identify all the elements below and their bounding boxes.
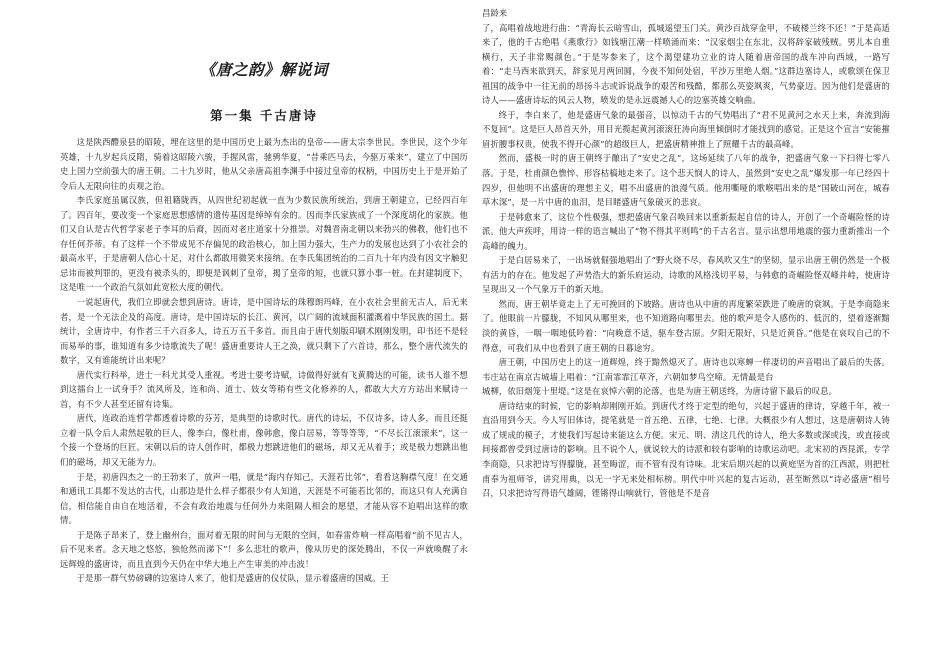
paragraph: 唐王朝，中国历史上的这一道辉煌，终于黯然熄灭了。唐诗也以寒蝉一样凄切的声音唱出了最后的失落。韦庄站在南京古城墙上唱着：“江南霏霏江草齐，六朝如梦鸟空啼。无情最是台 — [482, 357, 890, 382]
document-title: 《唐之韵》解说词 — [199, 60, 328, 79]
chapter-title: 第一集 千古唐诗 — [210, 108, 318, 123]
paragraph: 于是那一群气势磅礴的边塞诗人来了，他们是盛唐的仪仗队，显示着盛唐的国威。王 — [76, 573, 390, 584]
left-column — [60, 58, 468, 586]
paragraph: 李氏家庭虽属汉族，但祖籍陇西，从四世纪初起就一直为少数民族所统治，到唐王朝建立，已经四百年了。四百年，要改变一个家庭思想感情的遗传基因是绰绰有余的。因而李氏家族成了一个深度胡化的家族。他们又自认是古代哲学家老子李耳的后裔，因而对老庄道家十分推崇。对魏晋南北朝以来勃兴的佛教，他们也不存任何芥蒂。有了这样一个不带成见不存偏见的政治核心，加上国力强大，生产力的发展也达到了小农社会的最高水平，于是唐朝人信心十足，对什么都敢用微笑来接纳。在李氏集团统治的二百九十年内没有因文字触犯忌讳而被判罪的，更没有被杀头的，即便是讽刺了皇帝，揭了皇帝的短，也就只算小事一桩。在封建制度下，这是唯一一个政治气氛如此宽松大度的朝代。 — [60, 195, 468, 293]
right-column — [482, 6, 890, 501]
paragraph: 于是韩愈来了，这位个性极强，想把盛唐气象召唤回来以重新振起自信的诗人，开创了一个奇崛险怪的诗派。他大声疾呼，用诗一样的语言喊出了“物不得其平则鸣”的千古名言。显示出想用地震的强力重新推出一个高峰的魄力。 — [482, 211, 890, 251]
paragraph: 唐代，连政治连哲学都透着诗歌的芬芳，是典型的诗歌时代。唐代的诗坛，不仅诗多，诗人多，而且还挺立着一队令后人肃然起敬的巨人，像李白，像杜甫，像韩愈，像白居易，等等等等，“不尽长江滚滚来”，这一个接一个登场的巨匠。宋朝以后的诗人创作时，都极力想跳进他们的磁场，却又无从着手；或是极力想跳出他们的磁场，却又无能为力。 — [60, 413, 468, 468]
paragraph: 昌龄来 — [482, 8, 508, 18]
paragraph: 唐诗结束的时候，它的影响却刚刚开始。到唐代才终于定型的绝句，兴起于盛唐的律诗，穿越千年，被一直沿用到今天。今人写旧体诗，提笔就是一首五绝、五律，七绝、七律。大概很少有人想过，这是唐朝诗人铸成了规成的模子，才使我们写起诗来能这么方便。宋元、明、清这几代的诗人，绝大多数或深或浅，或直接或间接都曾受到过唐诗的影响。且不说个人，就说较大的诗派和较有影响的诗歌运动吧。北宋初的西昆派，专学李商隐，只求把诗写得朦胧，甚至晦涩，而不管有没有诗味。北宋后期兴起的以黄庭坚为首的江西派，则把杜甫奉为祖师爷，讲究用典，以无一字无来处相标榜。明代中叶兴起的复古运动，甚至断然以“诗必盛唐”相号召，只求把诗写得语气雄阔，铿锵得山响就行，管他是不是音 — [482, 400, 890, 499]
paragraph: 一说起唐代，我们立即就会想到唐诗。唐诗，是中国诗坛的珠穆朗玛峰，在小农社会里前无古人，后无来者，是一个无法企及的高度。唐诗，是中国诗坛的长江、黄河，以广阔的流域面积灌溉着中华民族的国土。据统计，全唐诗中，有作者三千六百多人，诗五万五千多首。而且由于唐代刻版印刷术刚刚发明，印书还不是轻而易举的事，谁知道有多少诗歌流失了呢！盛唐重要诗人王之涣，就只剩下了六首诗，那么，整个唐代流失的数字，又有谁能统计出来呢？ — [60, 297, 468, 366]
paragraph: 唐代实行科举，进士一科尤其受人重视。考进士要考诗赋，诗做得好就有飞黄腾达的可能，读书人谁不想到这擂台上一试身手？流风所及，连和尚、道士、妓女等稍有些文化修养的人，都敢大大方方站出来赋诗一首，有不少人甚至还留有诗集。 — [60, 369, 468, 409]
paragraph: 这是陕西醴泉县的昭陵，埋在这里的是中国历史上最为杰出的皇帝——唐太宗李世民。李世民，这个少年英雄，十九岁起兵反隋，骑着这昭陵六骏，手握风雷，驰骋华夏，“昔乘匹马去，今驱万乘来”，建立了中国历史上国力空前强大的唐王朝。二十九岁时，他从父亲唐高祖李渊手中接过皇帝的权柄，中国历史上于是开始了令后人无限向往的贞观之治。 — [60, 137, 468, 191]
paragraph: 然而，盛极一时的唐王朝终于酿出了“安史之乱”，这场延续了八年的战争，把盛唐气象一下扫得七零八落。于是，杜甫颜色憔悴、形容枯槁地走来了。这个悲天悯人的诗人，虽然到“安史之乱”爆发那一年已经四十四岁，但他明不出盛唐的理想主义，唱不出盛唐的浪漫气质。他用嘶哑的歌喉唱出来的是“国破山河在，城春草木深”，是一片中唐的血泪，是目睹盛唐气象破灭的悲哀。 — [482, 153, 890, 208]
paragraph: 于是陈子昂来了，登上幽州台，面对着无限的时间与无限的空间，如春雷炸响一样高唱着“前不见古人，后不见来者。念天地之悠悠，独怆然而涕下”！多么悲壮的歌声，像从历史的深处腾出，不仅一声就唤醒了永远辉煌的盛唐诗，而且直到今天仍在中华大地上产生审美的冲击波！ — [60, 529, 468, 569]
paragraph: 城柳，依旧烟笼十里堤。”这是在哀悼六朝的沦落，也是为唐王朝送终，为唐诗留下最后的叹息。 — [482, 386, 838, 397]
paragraph: 了，高唱着战地进行曲：“青海长云暗雪山，孤城遥望玉门关。黄沙百战穿金甲，不破楼兰终不还！”于是高适来了，他的千古绝唱《燕歌行》如钱塘江潮一样喷涌而来：“汉家烟尘在东北，汉将辞家破残贼。男儿本自重横行，天子非常赐颜色。”于是岑参来了，这个渴望建功立业的诗人随着唐帝国的战车冲向西域，一路写着：“走马西来欲到天，辞家见月两回圆，今夜不知何处宿，平沙万里绝人烟。”这群边塞诗人，或歌颂在保卫祖国的战争中一往无前的昂扬斗志或诉说战争的艰苦和残酷，都那么英姿飒爽，气势豪迈。因为他们是盛唐的诗人——盛唐诗坛的风云人物，喷发的是永远震撼人心的边塞英雄交响曲。 — [482, 22, 890, 106]
paragraph: 于是，初唐四杰之一的王勃来了，放声一唱，就是“海内存知己，天涯若比邻”，看看这胸襟气度！在交通和通讯工具都不发达的古代，山那边是什么样子都很少有人知道，天涯是不可能若比邻的，而这只有人充满自信，相信能自由自在地活着，不会有政治地震与任何外力来阻隔人相会的愿望，才能从容不迫唱出这样的歌情。 — [60, 471, 468, 526]
paragraph: 然而，唐王朝毕竟走上了无可挽回的下坡路。唐诗也从中唐的再度繁荣跌进了晚唐的衰飒。于是李商隐来了。他眼前一片朦胧，不知风从哪里来，也不知道路向哪里去。他的歌声是令人感伤的、低沉的，望着逐渐黯淡的黄昏，一咽一咽地低吟着：“向晚意不适，驱车登古原。夕阳无限好，只是近黄昏。”他是在哀叹自己的不得意，可我们从中也看到了唐王朝的日暮途穷。 — [482, 298, 890, 353]
paragraph: 于是白居易来了，一出场就倔强地唱出了“野火烧不尽，春风吹又生”的坚韧，显示出唐王朝仍然是一个极有活力的存在。他发起了声势浩大的新乐府运动，诗歌的风格浅切平易，与韩愈的奇崛险怪双峰并峙，使唐诗呈现出又一个气象万千的新天地。 — [482, 255, 890, 295]
paragraph: 终于，李白来了，他是盛唐气象的最强音，以惊动千古的气势唱出了“君不见黄河之水天上来，奔流到海不复回”。这是巨人昂首天外，用目光揽起黄河滚滚狂涛向海里倾倒时才能找到的感觉。正是这个宣言“安能摧眉折腰事权贵，使我不得开心颜”的超级巨人，把盛唐精神推上了照耀千古的最高峰。 — [482, 109, 890, 149]
